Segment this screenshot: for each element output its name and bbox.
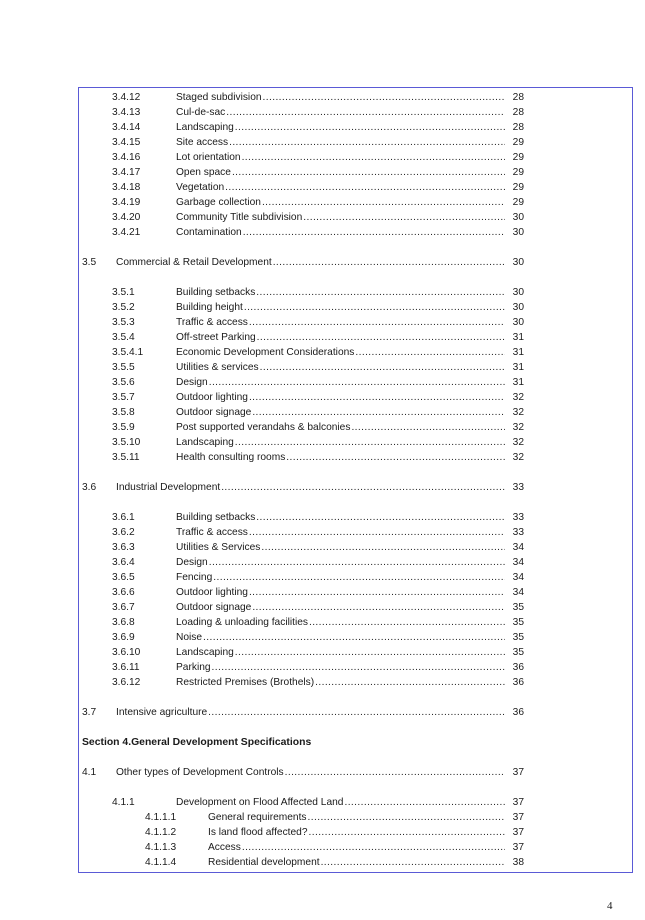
dot-leader: [242, 150, 505, 165]
toc-entry[interactable]: [112, 375, 524, 390]
toc-entry-title: Traffic & access: [176, 317, 248, 328]
toc-entry-number: 3.5.8: [112, 407, 135, 418]
toc-entry-title: Outdoor signage: [176, 407, 252, 418]
toc-entry-number: 3.4.12: [112, 92, 141, 103]
toc-entry[interactable]: [112, 630, 524, 645]
toc-entry[interactable]: [82, 255, 524, 270]
toc-entry-number: 3.6.1: [112, 512, 135, 523]
dot-leader: [321, 855, 505, 870]
dot-leader: [286, 450, 505, 465]
toc-entry-number: 3.7: [82, 707, 97, 718]
toc-entry-page: 32: [512, 407, 524, 418]
dot-leader: [257, 330, 505, 345]
toc-section-heading[interactable]: Section 4.General Development Specifications: [82, 737, 312, 748]
toc-entry-number: 3.5.7: [112, 392, 135, 403]
toc-entry-page: 29: [512, 182, 524, 193]
toc-entry-number: 4.1.1: [112, 797, 135, 808]
dot-leader: [285, 765, 505, 780]
toc-entry-number: 3.5.3: [112, 317, 135, 328]
toc-entry-number: 3.5: [82, 257, 97, 268]
toc-entry-page: 30: [512, 302, 524, 313]
toc-entry-page: 30: [512, 317, 524, 328]
dot-leader: [261, 540, 505, 555]
toc-entry-title: Utilities & services: [176, 362, 259, 373]
toc-entry-number: 4.1.1.3: [145, 842, 177, 853]
dot-leader: [235, 435, 505, 450]
toc-entry-title: Garbage collection: [176, 197, 261, 208]
toc-entry-page: 30: [512, 257, 524, 268]
toc-entry-title: Traffic & access: [176, 527, 248, 538]
toc-entry-title: Outdoor lighting: [176, 392, 248, 403]
toc-entry[interactable]: [112, 300, 524, 315]
toc-entry-number: 3.4.20: [112, 212, 141, 223]
dot-leader: [235, 120, 505, 135]
toc-entry-number: 3.4.15: [112, 137, 141, 148]
toc-entry-number: 3.4.19: [112, 197, 141, 208]
dot-leader: [212, 660, 505, 675]
toc-entry-page: 35: [512, 632, 524, 643]
toc-entry-title: Landscaping: [176, 437, 234, 448]
toc-entry[interactable]: [112, 435, 524, 450]
toc-entry-page: 29: [512, 137, 524, 148]
toc-entry-title: Restricted Premises (Brothels): [176, 677, 315, 688]
toc-entry[interactable]: [112, 510, 524, 525]
toc-entry-page: 31: [512, 362, 524, 373]
toc-entry-title: Lot orientation: [176, 152, 241, 163]
toc-entry-number: 3.6.5: [112, 572, 135, 583]
dot-leader: [309, 825, 506, 840]
toc-entry-number: 3.5.6: [112, 377, 135, 388]
toc-entry[interactable]: [112, 615, 524, 630]
dot-leader: [242, 840, 505, 855]
dot-leader: [344, 795, 505, 810]
toc-entry-page: 30: [512, 227, 524, 238]
toc-entry-page: 34: [512, 542, 524, 553]
toc-entry[interactable]: [112, 315, 524, 330]
toc-entry-number: 3.5.1: [112, 287, 135, 298]
toc-entry[interactable]: [112, 330, 524, 345]
toc-entry[interactable]: [112, 195, 524, 210]
toc-entry[interactable]: [82, 480, 524, 495]
dot-leader: [351, 420, 505, 435]
toc-entry[interactable]: [112, 525, 524, 540]
dot-leader: [235, 645, 505, 660]
toc-entry-number: 3.6.7: [112, 602, 135, 613]
toc-entry-number: 4.1.1.2: [145, 827, 177, 838]
toc-entry-number: 3.6.12: [112, 677, 141, 688]
toc-entry-title: Parking: [176, 662, 211, 673]
toc-entry[interactable]: [112, 570, 524, 585]
toc-entry-title: Contamination: [176, 227, 242, 238]
toc-entry-page: 37: [512, 797, 524, 808]
toc-entry-page: 29: [512, 152, 524, 163]
toc-entry-number: 3.6: [82, 482, 97, 493]
dot-leader: [309, 615, 505, 630]
toc-entry-page: 35: [512, 647, 524, 658]
toc-entry-title: Site access: [176, 137, 229, 148]
dot-leader: [256, 285, 505, 300]
toc-entry-title: Post supported verandahs & balconies: [176, 422, 351, 433]
toc-entry-title: Loading & unloading facilities: [176, 617, 308, 628]
dot-leader: [209, 555, 505, 570]
toc-entry-number: 3.6.3: [112, 542, 135, 553]
dot-leader: [213, 570, 505, 585]
dot-leader: [249, 585, 505, 600]
toc-entry-page: 35: [512, 617, 524, 628]
toc-entry-number: 3.5.5: [112, 362, 135, 373]
toc-entry-title: Industrial Development: [116, 482, 221, 493]
dot-leader: [262, 195, 505, 210]
toc-entry-title: Open space: [176, 167, 231, 178]
toc-entry-page: 34: [512, 572, 524, 583]
dot-leader: [260, 360, 505, 375]
toc-entry-title: Staged subdivision: [176, 92, 262, 103]
toc-entry-title: Landscaping: [176, 122, 234, 133]
dot-leader: [225, 180, 505, 195]
toc-entry-page: 36: [512, 707, 524, 718]
dot-leader: [355, 345, 505, 360]
toc-entry-page: 28: [512, 92, 524, 103]
toc-entry-number: 3.6.11: [112, 662, 140, 673]
toc-entry-number: 3.4.14: [112, 122, 141, 133]
toc-entry-title: Other types of Development Controls: [116, 767, 284, 778]
toc-entry-number: 4.1: [82, 767, 97, 778]
toc-entry-title: Economic Development Considerations: [176, 347, 355, 358]
toc-entry[interactable]: [145, 810, 524, 825]
dot-leader: [226, 105, 505, 120]
toc-entry-title: Off-street Parking: [176, 332, 256, 343]
toc-entry-page: 31: [512, 377, 524, 388]
toc-entry-title: Is land flood affected?: [208, 827, 308, 838]
toc-entry[interactable]: [112, 180, 524, 195]
toc-entry-page: 31: [512, 347, 524, 358]
toc-entry-page: 33: [512, 512, 524, 523]
toc-entry[interactable]: [112, 165, 524, 180]
toc-entry-number: 3.6.8: [112, 617, 135, 628]
toc-entry[interactable]: [112, 90, 524, 105]
toc-entry-title: Intensive agriculture: [116, 707, 208, 718]
toc-entry-number: 4.1.1.1: [145, 812, 177, 823]
toc-entry-title: General requirements: [208, 812, 307, 823]
toc-entry[interactable]: [112, 150, 524, 165]
toc-entry-page: 28: [512, 122, 524, 133]
dot-leader: [263, 90, 505, 105]
dot-leader: [229, 135, 505, 150]
toc-entry-title: Health consulting rooms: [176, 452, 286, 463]
toc-entry[interactable]: [112, 360, 524, 375]
toc-entry-title: Design: [176, 557, 208, 568]
toc-entry-number: 3.5.2: [112, 302, 135, 313]
toc-entry-page: 36: [512, 662, 524, 673]
dot-leader: [243, 225, 505, 240]
dot-leader: [308, 810, 505, 825]
toc-entry-number: 3.5.4.1: [112, 347, 144, 358]
toc-entry-page: 33: [512, 482, 524, 493]
toc-entry-title: Building setbacks: [176, 512, 256, 523]
dot-leader: [256, 510, 505, 525]
toc-entry[interactable]: [112, 405, 524, 420]
dot-leader: [303, 210, 505, 225]
toc-entry-page: 34: [512, 557, 524, 568]
toc-entry-number: 3.4.13: [112, 107, 141, 118]
toc-entry[interactable]: [112, 675, 524, 690]
toc-entry-title: Utilities & Services: [176, 542, 261, 553]
toc-entry-number: 3.6.10: [112, 647, 141, 658]
dot-leader: [244, 300, 505, 315]
toc-entry-page: 29: [512, 167, 524, 178]
toc-entry[interactable]: [82, 765, 524, 780]
toc-entry-page: 38: [512, 857, 524, 868]
toc-entry[interactable]: [112, 225, 524, 240]
toc-entry-page: 37: [512, 767, 524, 778]
toc-entry[interactable]: [145, 840, 524, 855]
toc-entry-title: Building setbacks: [176, 287, 256, 298]
toc-entry[interactable]: [112, 540, 524, 555]
toc-entry[interactable]: [112, 420, 524, 435]
toc-entry-title: Development on Flood Affected Land: [176, 797, 344, 808]
toc-entry[interactable]: [145, 855, 524, 870]
toc-entry-title: Building height: [176, 302, 243, 313]
toc-entry-title: Noise: [176, 632, 203, 643]
toc-entry-title: Vegetation: [176, 182, 225, 193]
toc-entry-page: 32: [512, 422, 524, 433]
toc-entry[interactable]: [112, 285, 524, 300]
toc-entry-title: Landscaping: [176, 647, 234, 658]
toc-entry-title: Residential development: [208, 857, 320, 868]
toc-entry[interactable]: [112, 645, 524, 660]
dot-leader: [208, 705, 505, 720]
dot-leader: [249, 390, 505, 405]
toc-entry-page: 35: [512, 602, 524, 613]
toc-entry-title: Community Title subdivision: [176, 212, 303, 223]
toc-entry-number: 3.5.9: [112, 422, 135, 433]
toc-entry[interactable]: [112, 210, 524, 225]
toc-entry[interactable]: [145, 825, 524, 840]
page-number: 4: [607, 900, 613, 912]
toc-entry-number: 3.4.17: [112, 167, 141, 178]
dot-leader: [221, 480, 505, 495]
toc-entry-number: 3.5.10: [112, 437, 141, 448]
toc-entry[interactable]: [112, 450, 524, 465]
toc-entry-title: Fencing: [176, 572, 213, 583]
dot-leader: [252, 405, 505, 420]
toc-entry[interactable]: [112, 795, 524, 810]
toc-entry[interactable]: [112, 345, 524, 360]
toc-entry-page: 37: [512, 842, 524, 853]
toc-entry[interactable]: [112, 585, 524, 600]
dot-leader: [249, 315, 505, 330]
toc-entry-title: Outdoor lighting: [176, 587, 248, 598]
toc-entry-page: 32: [512, 437, 524, 448]
dot-leader: [315, 675, 505, 690]
toc-entry[interactable]: [112, 390, 524, 405]
toc-entry-number: 3.4.18: [112, 182, 141, 193]
dot-leader: [252, 600, 505, 615]
toc-entry-page: 32: [512, 452, 524, 463]
toc-entry-page: 33: [512, 527, 524, 538]
toc-entry[interactable]: [82, 705, 524, 720]
toc-entry[interactable]: [112, 135, 524, 150]
toc-entry-title: Commercial & Retail Development: [116, 257, 272, 268]
toc-entry[interactable]: [112, 105, 524, 120]
dot-leader: [249, 525, 505, 540]
toc-entry-page: 29: [512, 197, 524, 208]
toc-entry-page: 31: [512, 332, 524, 343]
toc-entry-title: Access: [208, 842, 241, 853]
toc-entry-number: 3.6.4: [112, 557, 135, 568]
toc-entry-number: 3.5.4: [112, 332, 135, 343]
toc-entry-number: 3.5.11: [112, 452, 140, 463]
toc-entry-number: 3.6.9: [112, 632, 135, 643]
toc-entry-page: 34: [512, 587, 524, 598]
toc-entry-number: 3.6.6: [112, 587, 135, 598]
dot-leader: [209, 375, 505, 390]
toc-entry[interactable]: [112, 555, 524, 570]
toc-entry-page: 30: [512, 212, 524, 223]
toc-entry-number: 3.4.21: [112, 227, 141, 238]
dot-leader: [273, 255, 505, 270]
dot-leader: [203, 630, 505, 645]
toc-entry-page: 36: [512, 677, 524, 688]
toc-entry-page: 28: [512, 107, 524, 118]
toc-entry-number: 3.4.16: [112, 152, 141, 163]
toc-entry[interactable]: [112, 600, 524, 615]
toc-entry[interactable]: [112, 660, 524, 675]
dot-leader: [232, 165, 505, 180]
toc-entry-number: 3.6.2: [112, 527, 135, 538]
toc-entry-number: 4.1.1.4: [145, 857, 177, 868]
toc-entry-page: 37: [512, 812, 524, 823]
toc-entry-page: 30: [512, 287, 524, 298]
toc-entry-title: Cul-de-sac: [176, 107, 226, 118]
toc-entry-page: 37: [512, 827, 524, 838]
toc-entry-page: 32: [512, 392, 524, 403]
toc-entry-title: Design: [176, 377, 208, 388]
toc-entry[interactable]: [112, 120, 524, 135]
toc-entry-title: Outdoor signage: [176, 602, 252, 613]
